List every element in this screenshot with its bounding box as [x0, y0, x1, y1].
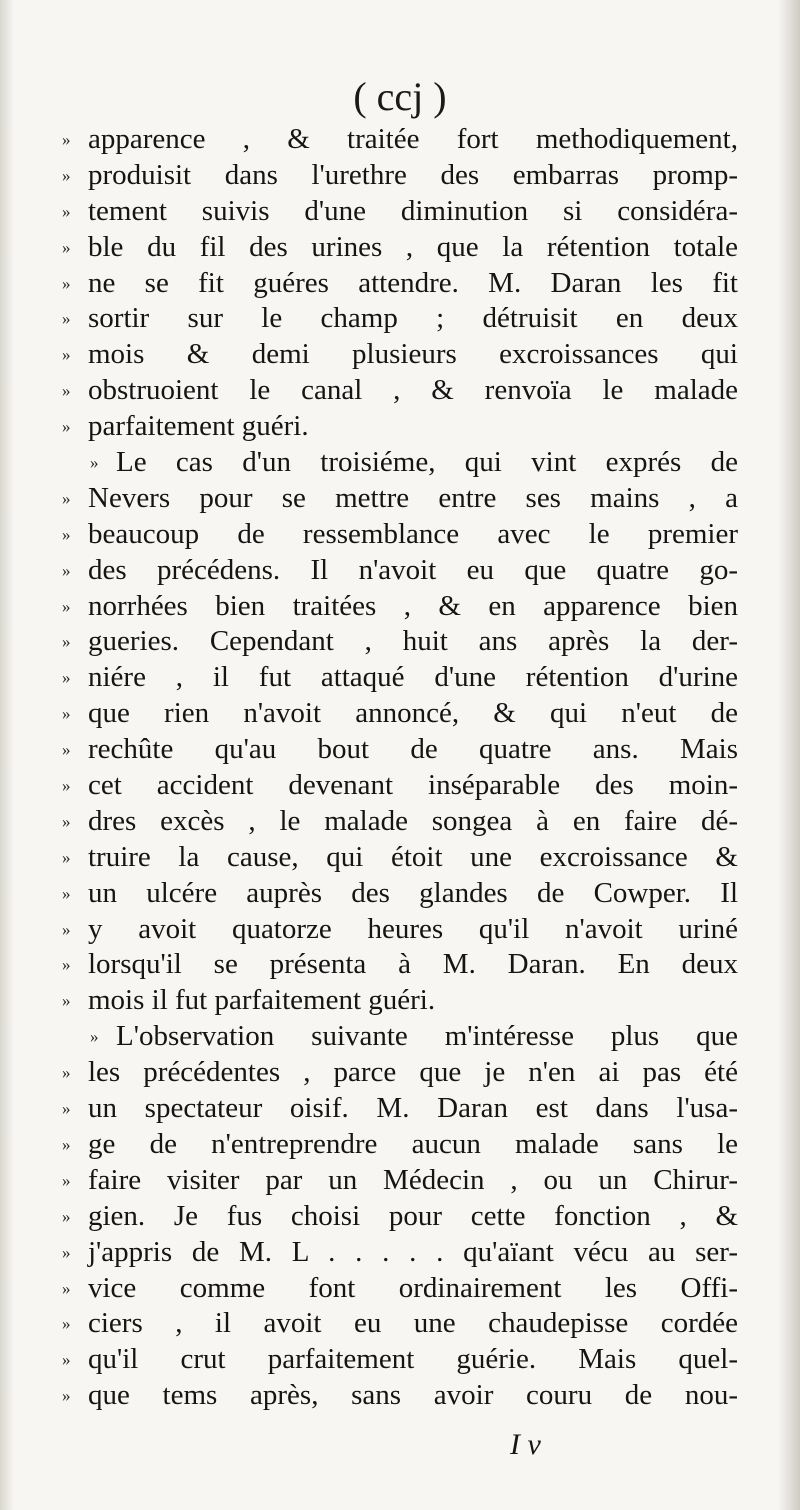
quote-marker: »	[62, 309, 70, 329]
text-line	[62, 1378, 738, 1414]
text-line	[62, 660, 738, 696]
quote-marker: »	[62, 1063, 70, 1083]
line-text: les précédentes , parce que je n'en ai pas été	[88, 1056, 738, 1089]
quote-marker: »	[90, 453, 98, 473]
quote-marker: »	[62, 991, 70, 1011]
line-text: j'appris de M. L . . . . . qu'aïant vécu au ser-	[88, 1235, 738, 1268]
quote-marker: »	[62, 704, 70, 724]
line-text: un ulcére auprès des glandes de Cowper. Il	[88, 876, 738, 909]
line-text: ne se fit guéres attendre. M. Daran les fit	[88, 266, 738, 299]
text-line	[62, 481, 738, 517]
text-line	[62, 517, 738, 553]
body-text	[62, 122, 738, 1414]
quote-marker: »	[62, 740, 70, 760]
quote-marker: »	[62, 1278, 70, 1298]
line-text: ciers , il avoit eu une chaudepisse cordée	[88, 1307, 738, 1340]
quote-marker: »	[62, 488, 70, 508]
quote-marker: »	[62, 1314, 70, 1334]
text-line	[62, 1199, 738, 1235]
text-line	[62, 696, 738, 732]
text-line	[62, 624, 738, 660]
quote-marker: »	[62, 919, 70, 939]
quote-marker: »	[62, 1134, 70, 1154]
text-line	[62, 1306, 738, 1342]
quote-marker: »	[62, 165, 70, 185]
text-line	[62, 876, 738, 912]
line-text: lorsqu'il se présenta à M. Daran. En deux	[88, 948, 738, 981]
quote-marker: »	[62, 596, 70, 616]
line-text: dres excès , le malade songea à en faire dé-	[88, 804, 738, 837]
line-text: un spectateur oisif. M. Daran est dans l'usa-	[88, 1092, 738, 1125]
quote-marker: »	[62, 668, 70, 688]
text-line	[62, 553, 738, 589]
quote-marker: »	[62, 1099, 70, 1119]
text-line	[62, 840, 738, 876]
quote-marker: »	[62, 237, 70, 257]
quote-marker: »	[62, 1350, 70, 1370]
quote-marker: »	[62, 955, 70, 975]
line-text: mois il fut parfaitement guéri.	[88, 984, 436, 1017]
line-text: Le cas d'un troisiéme, qui vint exprés de	[116, 446, 738, 479]
text-line	[62, 732, 738, 768]
line-text: que rien n'avoit annoncé, & qui n'eut de	[88, 697, 738, 730]
line-text: y avoit quatorze heures qu'il n'avoit uriné	[88, 912, 738, 945]
line-text: L'observation suivante m'intéresse plus que	[116, 1020, 738, 1053]
quote-marker: »	[62, 381, 70, 401]
text-line	[62, 373, 738, 409]
signature-mark: I v	[510, 1428, 541, 1461]
quote-marker: »	[62, 417, 70, 437]
quote-marker: »	[62, 811, 70, 831]
text-line	[62, 409, 738, 445]
text-line	[62, 122, 738, 158]
line-text: qu'il crut parfaitement guérie. Mais quel-	[88, 1343, 738, 1376]
text-line	[62, 230, 738, 266]
text-line	[62, 1019, 738, 1055]
paper-edge-right	[778, 0, 800, 1510]
line-text: vice comme font ordinairement les Offi-	[88, 1271, 738, 1304]
text-line	[62, 983, 738, 1019]
quote-marker: »	[62, 883, 70, 903]
quote-marker: »	[62, 632, 70, 652]
quote-marker: »	[62, 524, 70, 544]
line-text: que tems après, sans avoir couru de nou-	[88, 1379, 738, 1412]
line-text: gueries. Cependant , huit ans après la der-	[88, 625, 738, 658]
text-line	[62, 1127, 738, 1163]
text-line	[62, 266, 738, 302]
line-text: obstruoient le canal , & renvoïa le malade	[88, 374, 738, 407]
line-text: produisit dans l'urethre des embarras promp-	[88, 158, 738, 191]
line-text: mois & demi plusieurs excroissances qui	[88, 338, 738, 371]
quote-marker: »	[62, 201, 70, 221]
quote-marker: »	[62, 273, 70, 293]
line-text: faire visiter par un Médecin , ou un Chirur-	[88, 1163, 738, 1196]
quote-marker: »	[62, 1386, 70, 1406]
text-line	[62, 1235, 738, 1271]
line-text: gien. Je fus choisi pour cette fonction , &	[88, 1199, 738, 1232]
line-text: ge de n'entreprendre aucun malade sans le	[88, 1127, 738, 1160]
line-text: beaucoup de ressemblance avec le premier	[88, 517, 738, 550]
line-text: tement suivis d'une diminution si considéra-	[88, 194, 738, 227]
line-text: sortir sur le champ ; détruisit en deux	[88, 302, 738, 335]
text-line	[62, 1342, 738, 1378]
paper-edge-left	[0, 0, 14, 1510]
quote-marker: »	[62, 1170, 70, 1190]
quote-marker: »	[62, 847, 70, 867]
quote-marker: »	[90, 1027, 98, 1047]
text-line	[62, 1055, 738, 1091]
line-text: parfaitement guéri.	[88, 410, 309, 443]
quote-marker: »	[62, 560, 70, 580]
line-text: niére , il fut attaqué d'une rétention d'urine	[88, 661, 738, 694]
text-line	[62, 194, 738, 230]
line-text: apparence , & traitée fort methodiquement,	[88, 123, 738, 155]
text-line	[62, 1091, 738, 1127]
text-line	[62, 301, 738, 337]
text-line	[62, 158, 738, 194]
line-text: truire la cause, qui étoit une excroissance &	[88, 840, 738, 873]
text-line	[62, 1271, 738, 1307]
text-line	[62, 1163, 738, 1199]
quote-marker: »	[62, 130, 70, 149]
text-line	[62, 947, 738, 983]
text-line	[62, 445, 738, 481]
text-line	[62, 768, 738, 804]
text-line	[62, 912, 738, 948]
page-number: ( ccj )	[353, 74, 447, 119]
quote-marker: »	[62, 345, 70, 365]
line-text: Nevers pour se mettre entre ses mains , a	[88, 481, 738, 514]
quote-marker: »	[62, 1242, 70, 1262]
text-line	[62, 589, 738, 625]
text-line	[62, 337, 738, 373]
line-text: norrhées bien traitées , & en apparence bien	[88, 589, 738, 622]
line-text: cet accident devenant inséparable des moin-	[88, 769, 738, 802]
line-text: ble du fil des urines , que la rétention totale	[88, 230, 738, 263]
quote-marker: »	[62, 1206, 70, 1226]
line-text: des précédens. Il n'avoit eu que quatre go-	[88, 553, 738, 586]
text-line	[62, 804, 738, 840]
line-text: rechûte qu'au bout de quatre ans. Mais	[88, 733, 738, 766]
quote-marker: »	[62, 776, 70, 796]
